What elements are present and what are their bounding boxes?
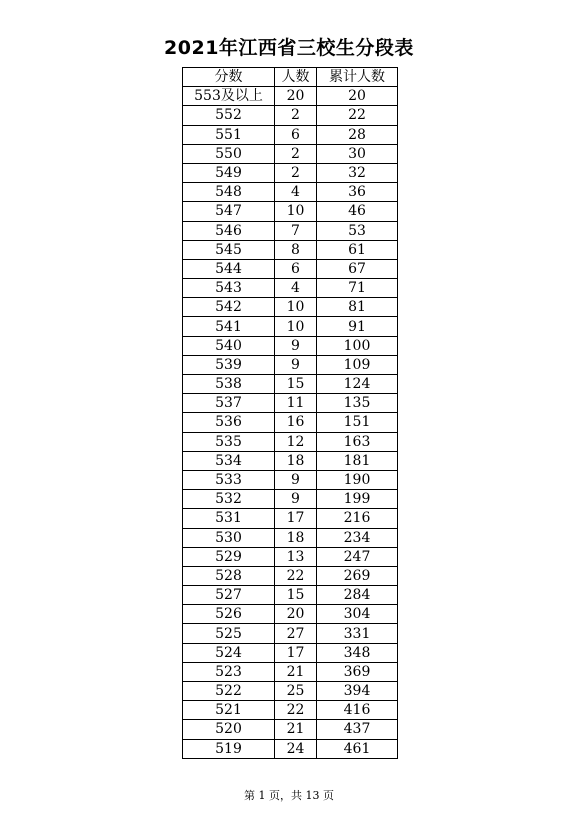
- cumulative-cell: 369: [317, 662, 398, 681]
- score-cell: 553及以上: [183, 87, 275, 106]
- table-row: [183, 451, 398, 470]
- score-cell: 530: [183, 528, 275, 547]
- score-cell: 543: [183, 279, 275, 298]
- cumulative-cell: 394: [317, 682, 398, 701]
- cumulative-cell: 91: [317, 317, 398, 336]
- score-cell: 533: [183, 470, 275, 489]
- score-cell: 548: [183, 183, 275, 202]
- score-cell: 531: [183, 509, 275, 528]
- count-cell: 10: [275, 202, 317, 221]
- score-cell: 549: [183, 163, 275, 182]
- table-row: [183, 566, 398, 585]
- cumulative-cell: 234: [317, 528, 398, 547]
- cumulative-cell: 331: [317, 624, 398, 643]
- score-cell: 525: [183, 624, 275, 643]
- count-cell: 20: [275, 87, 317, 106]
- count-cell: 4: [275, 183, 317, 202]
- cumulative-cell: 151: [317, 413, 398, 432]
- score-cell: 538: [183, 375, 275, 394]
- cumulative-cell: 81: [317, 298, 398, 317]
- score-cell: 541: [183, 317, 275, 336]
- table-row: [183, 586, 398, 605]
- count-cell: 7: [275, 221, 317, 240]
- table-row: [183, 643, 398, 662]
- score-cell: 535: [183, 432, 275, 451]
- cumulative-cell: 304: [317, 605, 398, 624]
- score-cell: 542: [183, 298, 275, 317]
- score-cell: 551: [183, 125, 275, 144]
- cumulative-cell: 437: [317, 720, 398, 739]
- cumulative-cell: 32: [317, 163, 398, 182]
- cumulative-cell: 216: [317, 509, 398, 528]
- table-row: [183, 509, 398, 528]
- count-cell: 16: [275, 413, 317, 432]
- score-cell: 534: [183, 451, 275, 470]
- score-cell: 536: [183, 413, 275, 432]
- count-cell: 21: [275, 720, 317, 739]
- cumulative-cell: 199: [317, 490, 398, 509]
- header-count: 人数: [275, 68, 317, 87]
- count-cell: 4: [275, 279, 317, 298]
- table-row: [183, 662, 398, 681]
- count-cell: 9: [275, 470, 317, 489]
- cumulative-cell: 348: [317, 643, 398, 662]
- score-cell: 544: [183, 259, 275, 278]
- count-cell: 2: [275, 106, 317, 125]
- cumulative-cell: 135: [317, 394, 398, 413]
- count-cell: 11: [275, 394, 317, 413]
- count-cell: 17: [275, 509, 317, 528]
- score-cell: 540: [183, 336, 275, 355]
- table-row: [183, 106, 398, 125]
- score-cell: 527: [183, 586, 275, 605]
- cumulative-cell: 124: [317, 375, 398, 394]
- page-footer: 第 1 页，共 13 页: [244, 789, 334, 802]
- table-row: [183, 624, 398, 643]
- cumulative-cell: 53: [317, 221, 398, 240]
- count-cell: 8: [275, 240, 317, 259]
- table-row: [183, 739, 398, 758]
- cumulative-cell: 163: [317, 432, 398, 451]
- table-row: [183, 259, 398, 278]
- count-cell: 22: [275, 566, 317, 585]
- count-cell: 22: [275, 701, 317, 720]
- score-cell: 547: [183, 202, 275, 221]
- cumulative-cell: 269: [317, 566, 398, 585]
- score-cell: 537: [183, 394, 275, 413]
- score-cell: 522: [183, 682, 275, 701]
- table-row: [183, 355, 398, 374]
- table-row: [183, 528, 398, 547]
- cumulative-cell: 71: [317, 279, 398, 298]
- score-cell: 526: [183, 605, 275, 624]
- table-header-row: [183, 68, 398, 87]
- count-cell: 20: [275, 605, 317, 624]
- score-cell: 532: [183, 490, 275, 509]
- table-row: [183, 125, 398, 144]
- table-row: [183, 240, 398, 259]
- count-cell: 24: [275, 739, 317, 758]
- count-cell: 25: [275, 682, 317, 701]
- score-cell: 521: [183, 701, 275, 720]
- score-cell: 528: [183, 566, 275, 585]
- cumulative-cell: 36: [317, 183, 398, 202]
- cumulative-cell: 67: [317, 259, 398, 278]
- table-row: [183, 183, 398, 202]
- count-cell: 6: [275, 259, 317, 278]
- cumulative-cell: 61: [317, 240, 398, 259]
- cumulative-cell: 28: [317, 125, 398, 144]
- table-row: [183, 470, 398, 489]
- count-cell: 6: [275, 125, 317, 144]
- table-row: [183, 547, 398, 566]
- score-cell: 550: [183, 144, 275, 163]
- count-cell: 9: [275, 336, 317, 355]
- table-row: [183, 413, 398, 432]
- cumulative-cell: 100: [317, 336, 398, 355]
- table-row: [183, 682, 398, 701]
- count-cell: 21: [275, 662, 317, 681]
- table-row: [183, 221, 398, 240]
- score-cell: 520: [183, 720, 275, 739]
- count-cell: 15: [275, 586, 317, 605]
- score-distribution-table: [182, 67, 398, 759]
- table-row: [183, 87, 398, 106]
- cumulative-cell: 46: [317, 202, 398, 221]
- score-cell: 524: [183, 643, 275, 662]
- table-row: [183, 202, 398, 221]
- table-row: [183, 375, 398, 394]
- count-cell: 27: [275, 624, 317, 643]
- table-row: [183, 144, 398, 163]
- cumulative-cell: 247: [317, 547, 398, 566]
- count-cell: 15: [275, 375, 317, 394]
- cumulative-cell: 20: [317, 87, 398, 106]
- score-cell: 545: [183, 240, 275, 259]
- table-row: [183, 298, 398, 317]
- cumulative-cell: 181: [317, 451, 398, 470]
- score-cell: 552: [183, 106, 275, 125]
- count-cell: 18: [275, 451, 317, 470]
- cumulative-cell: 461: [317, 739, 398, 758]
- table-row: [183, 432, 398, 451]
- count-cell: 18: [275, 528, 317, 547]
- table-row: [183, 317, 398, 336]
- cumulative-cell: 109: [317, 355, 398, 374]
- count-cell: 17: [275, 643, 317, 662]
- count-cell: 13: [275, 547, 317, 566]
- score-cell: 539: [183, 355, 275, 374]
- header-score: 分数: [183, 68, 275, 87]
- cumulative-cell: 190: [317, 470, 398, 489]
- table-row: [183, 490, 398, 509]
- page-title: 2021年江西省三校生分段表: [164, 37, 414, 59]
- table-row: [183, 394, 398, 413]
- score-cell: 523: [183, 662, 275, 681]
- table-row: [183, 279, 398, 298]
- count-cell: 2: [275, 144, 317, 163]
- cumulative-cell: 30: [317, 144, 398, 163]
- table-row: [183, 720, 398, 739]
- count-cell: 10: [275, 298, 317, 317]
- table-row: [183, 605, 398, 624]
- cumulative-cell: 416: [317, 701, 398, 720]
- score-cell: 546: [183, 221, 275, 240]
- cumulative-cell: 284: [317, 586, 398, 605]
- count-cell: 2: [275, 163, 317, 182]
- score-cell: 519: [183, 739, 275, 758]
- header-cumulative: 累计人数: [317, 68, 398, 87]
- cumulative-cell: 22: [317, 106, 398, 125]
- table-row: [183, 336, 398, 355]
- table-row: [183, 701, 398, 720]
- count-cell: 9: [275, 355, 317, 374]
- score-cell: 529: [183, 547, 275, 566]
- count-cell: 12: [275, 432, 317, 451]
- table-row: [183, 163, 398, 182]
- count-cell: 9: [275, 490, 317, 509]
- count-cell: 10: [275, 317, 317, 336]
